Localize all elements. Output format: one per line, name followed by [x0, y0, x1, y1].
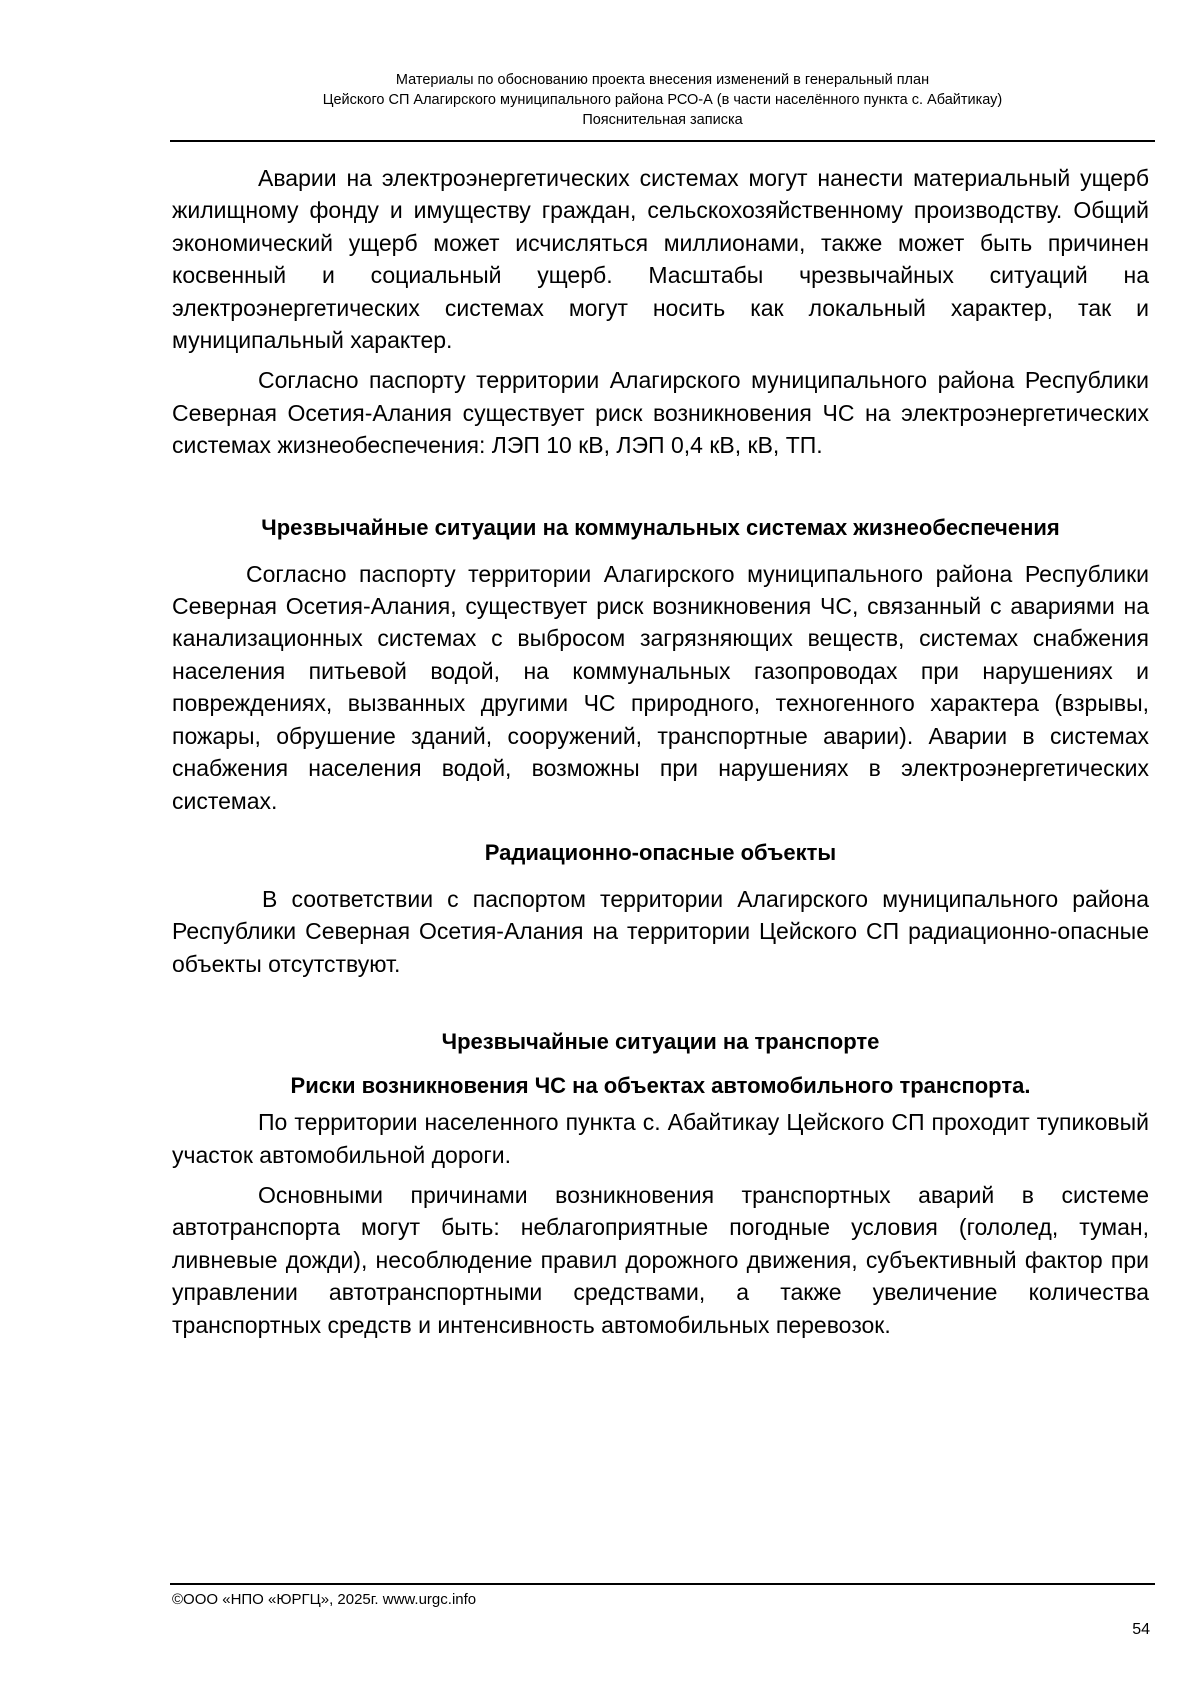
subsection-heading: Риски возникновения ЧС на объектах автомобильного транспорта. — [290, 1073, 1031, 1099]
document-body — [172, 162, 1149, 1341]
page-number: 54 — [1132, 1621, 1150, 1638]
header-divider — [170, 140, 1155, 142]
footer-divider — [170, 1583, 1155, 1585]
paragraph: Аварии на электроэнергетических системах могут нанести материальный ущерб жилищному фонду и имуществу граждан, сельскохозяйственному производству. Общий экономический ущерб может исчисляться миллионами, также может быть причинен косвенный и социальный ущерб. Масштабы чрезвычайных ситуаций на электроэнергетических системах могут носить как локальный характер, так и муниципальный характер. — [172, 165, 1149, 354]
paragraph: В соответствии с паспортом территории Алагирского муниципального района Республики Северная Осетия-Алания на территории Цейского СП радиационно-опасные объекты отсутствуют. — [172, 885, 1149, 977]
footer-copyright: ©ООО «НПО «ЮРГЦ», 2025г. www.urgc.info — [172, 1591, 477, 1608]
paragraph: Основными причинами возникновения транспортных аварий в системе автотранспорта могут быть: неблагоприятные погодные условия (гололед, туман, ливневые дожди), несоблюдение правил дорожного движения, субъективный фактор при управлении автотранспортными средствами, а также увеличение количества транспортных средств и интенсивность автомобильных перевозок. — [172, 1181, 1149, 1338]
section-heading: Чрезвычайные ситуации на транспорте — [441, 1029, 880, 1055]
paragraph: По территории населенного пункта с. Абайтикау Цейского СП проходит тупиковый участок автомобильной дороги. — [172, 1109, 1149, 1168]
header-line-1: Материалы по обоснованию проекта внесения изменений в генеральный план — [395, 72, 930, 88]
paragraph: Согласно паспорту территории Алагирского муниципального района Республики Северная Осетия-Алания, существует риск возникновения ЧС, связанный с авариями на канализационных системах с выбросом загрязняющих веществ, системах снабжения населения питьевой водой, на коммунальных газопроводах при нарушениях и повреждениях, вызванных другими ЧС природного, техногенного характера (взрывы, пожары, обрушение зданий, сооружений, транспортные аварии). Аварии в системах снабжения населения водой, возможны при нарушениях в электроэнергетических системах. — [172, 560, 1149, 814]
section-heading: Радиационно-опасные объекты — [484, 839, 837, 865]
header-line-2: Цейского СП Алагирского муниципального района РСО-А (в части населённого пункта с. Абайтикау) — [322, 92, 1003, 108]
page-header — [170, 70, 1155, 130]
header-line-3: Пояснительная записка — [582, 112, 743, 128]
paragraph: Согласно паспорту территории Алагирского муниципального района Республики Северная Осетия-Алания существует риск возникновения ЧС на электроэнергетических системах жизнеобеспечения: ЛЭП 10 кВ, ЛЭП 0,4 кВ, кВ, ТП. — [172, 367, 1149, 459]
section-heading: Чрезвычайные ситуации на коммунальных системах жизнеобеспечения — [261, 514, 1060, 540]
